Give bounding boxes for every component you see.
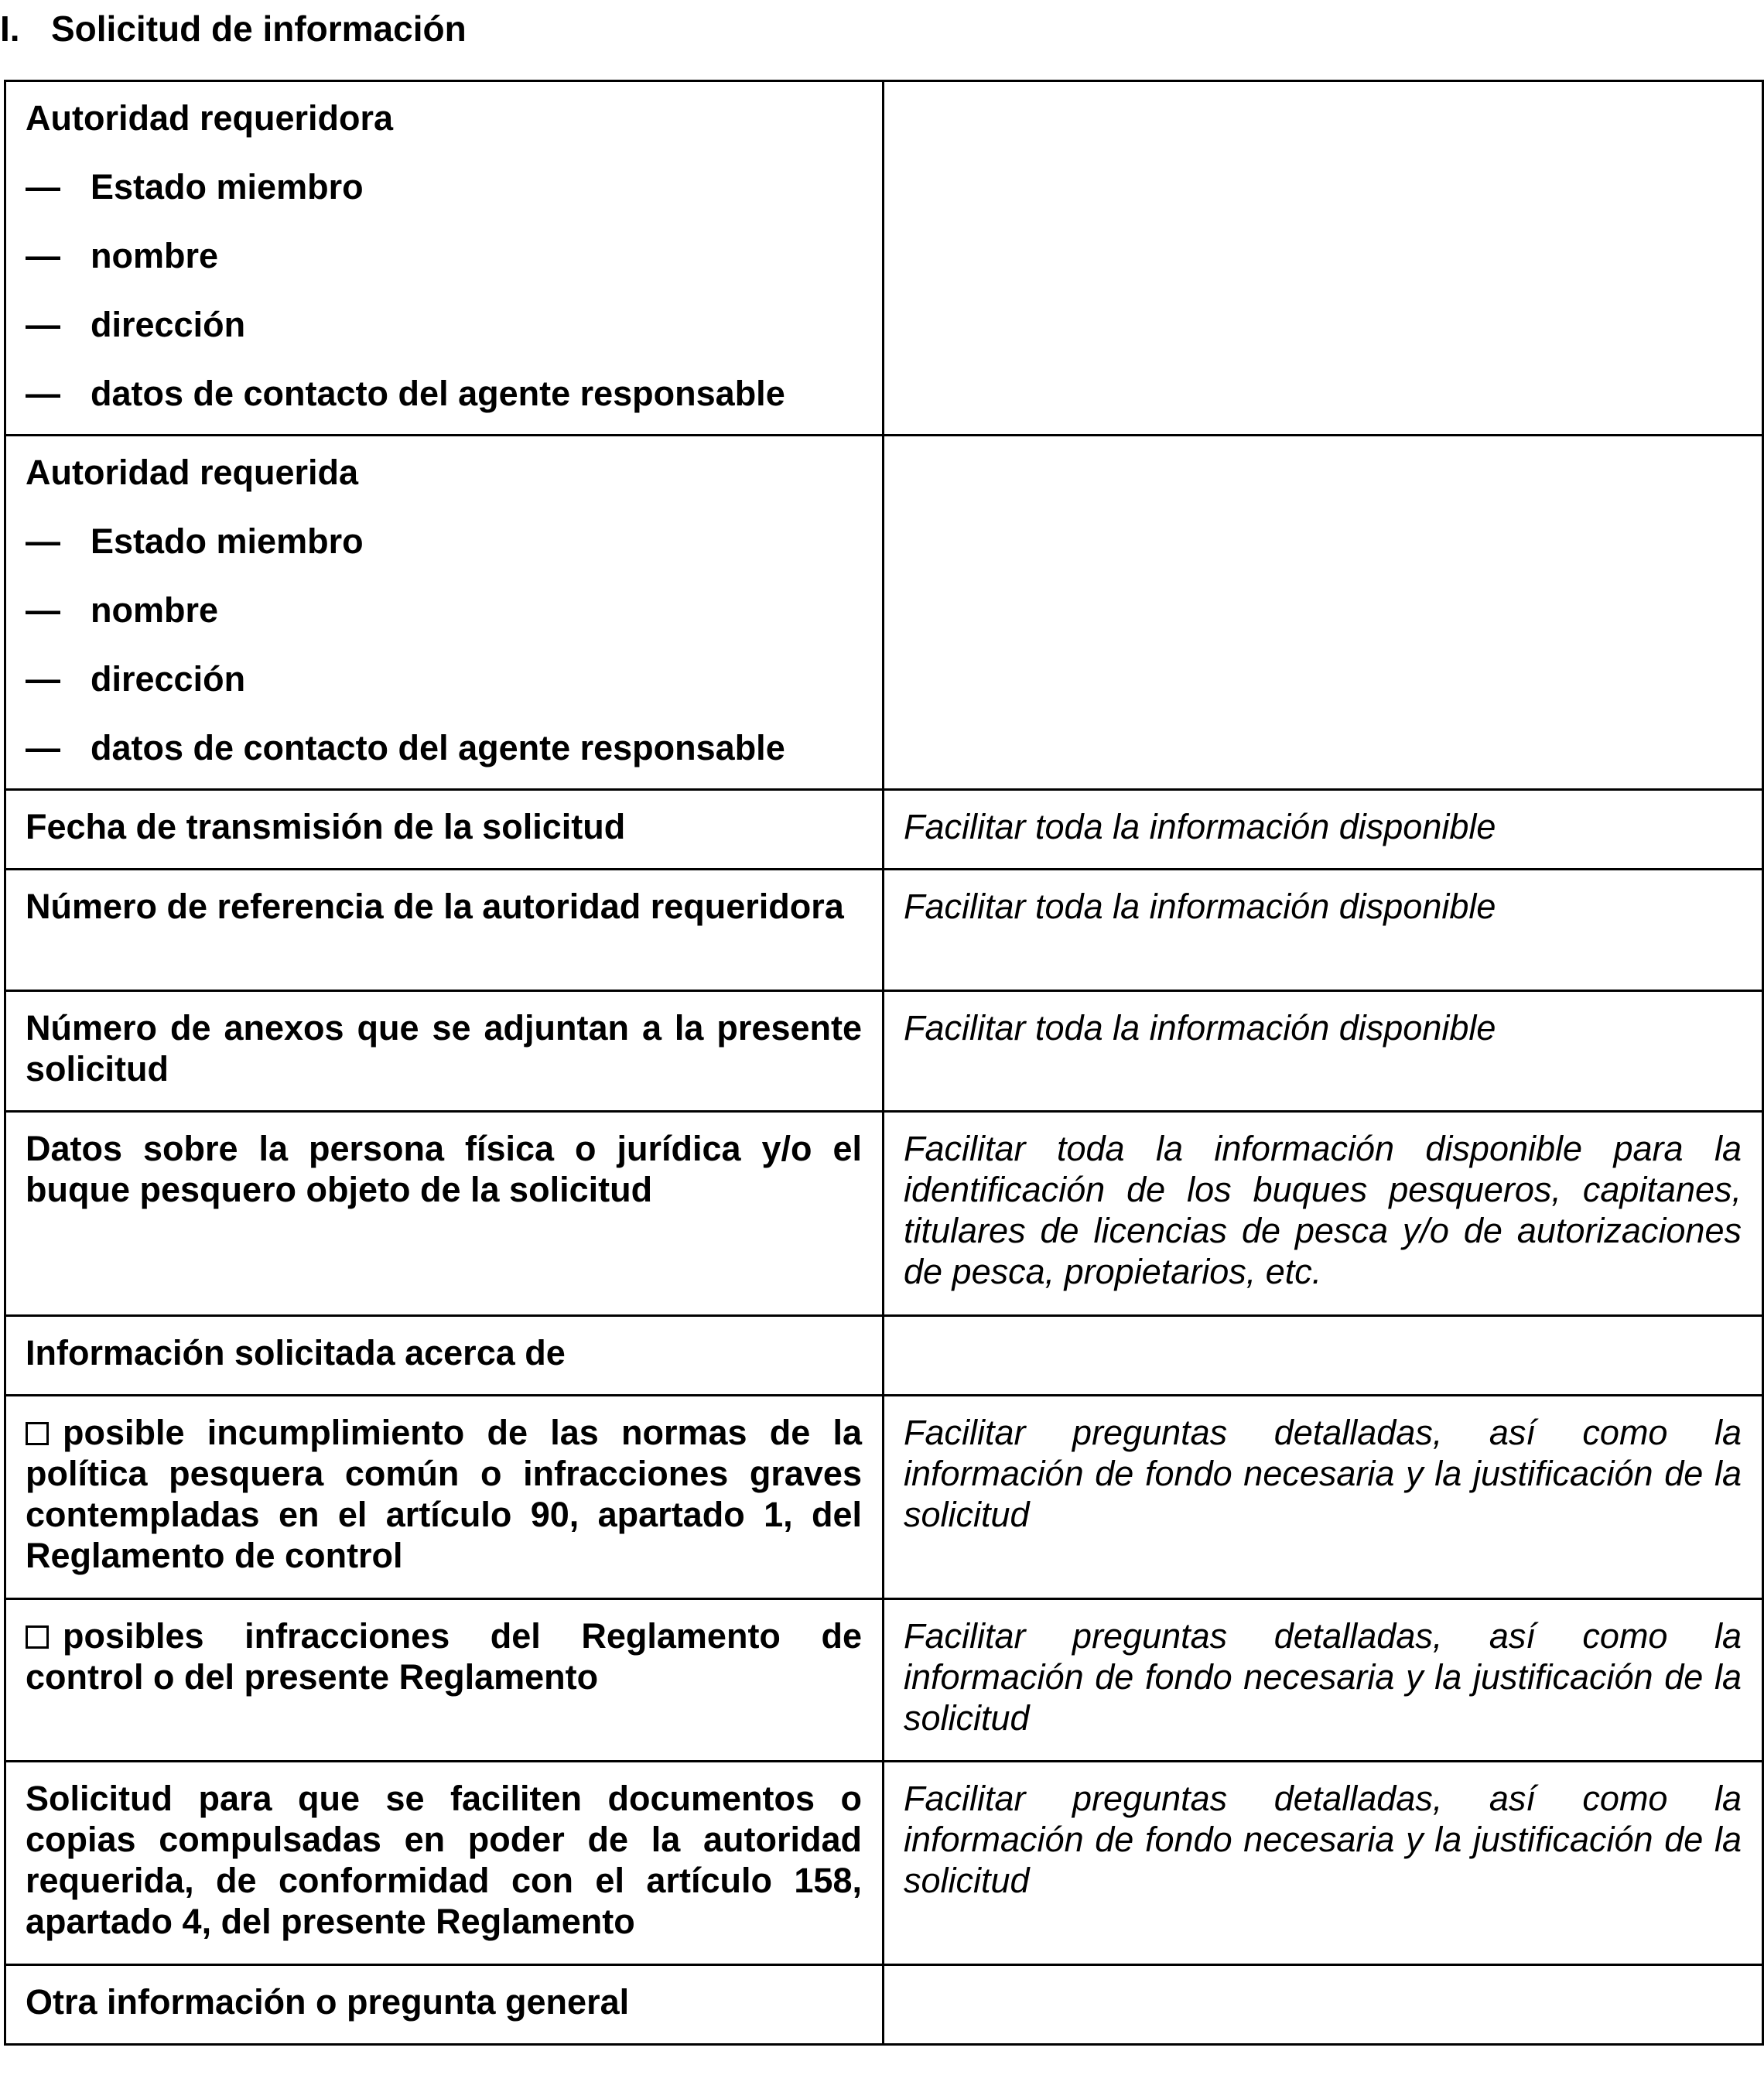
form-sub-item-text: Estado miembro <box>91 521 364 561</box>
form-sub-item-text: datos de contacto del agente responsable <box>91 374 785 413</box>
form-row-label-cell <box>5 81 884 436</box>
form-sub-item-text: nombre <box>91 236 219 275</box>
form-row-information-requested <box>5 1316 1763 1396</box>
form-row-reference-number <box>5 870 1763 991</box>
form-row-label: Número de referencia de la autoridad requeridora <box>5 870 884 991</box>
form-sub-item <box>26 235 862 276</box>
form-sub-item-text: dirección <box>91 305 246 344</box>
form-row-value: Facilitar toda la información disponible para la identificación de los buques pesqueros, capitanes, titulares de licencias de pesca y/o de autorizaciones de pesca, propietarios, etc. <box>884 1112 1763 1316</box>
request-form-table <box>4 80 1764 2046</box>
form-row-value: Facilitar preguntas detalladas, así como la información de fondo necesaria y la justificación de la solicitud <box>884 1762 1763 1965</box>
form-sub-item-text: dirección <box>91 659 246 699</box>
form-sub-item <box>26 727 862 768</box>
form-row-value-cell <box>884 81 1763 436</box>
form-row-value: Facilitar preguntas detalladas, así como la información de fondo necesaria y la justificación de la solicitud <box>884 1599 1763 1762</box>
section-title: Solicitud de información <box>51 9 467 49</box>
form-sub-item <box>26 590 862 631</box>
form-row-requesting-authority <box>5 81 1763 436</box>
form-row-label-cell <box>5 1396 884 1599</box>
dash-glyph: — <box>26 590 60 630</box>
form-row-requested-authority <box>5 436 1763 790</box>
form-row-value <box>884 1965 1763 2045</box>
form-row-label: Información solicitada acerca de <box>5 1316 884 1396</box>
form-row-value: Facilitar toda la información disponible <box>884 790 1763 870</box>
form-row-transmission-date <box>5 790 1763 870</box>
dash-glyph: — <box>26 521 60 561</box>
form-row-label: Solicitud para que se faciliten documentos o copias compulsadas en poder de la autoridad requerida, de conformidad con el artículo 158, apartado 4, del presente Reglamento <box>5 1762 884 1965</box>
form-row-label: Datos sobre la persona física o jurídica y/o el buque pesquero objeto de la solicitud <box>5 1112 884 1316</box>
form-sub-item-text: nombre <box>91 590 219 630</box>
form-row-label: Número de anexos que se adjuntan a la presente solicitud <box>5 991 884 1112</box>
form-row-label-cell <box>5 436 884 790</box>
form-sub-item-text: Estado miembro <box>91 167 364 207</box>
section-heading <box>0 5 467 53</box>
dash-glyph: — <box>26 728 60 767</box>
form-row-value: Facilitar toda la información disponible <box>884 870 1763 991</box>
section-number: I. <box>0 9 20 49</box>
dash-glyph: — <box>26 167 60 207</box>
form-row-label: Fecha de transmisión de la solicitud <box>5 790 884 870</box>
dash-glyph: — <box>26 305 60 344</box>
form-row-label: posibles infracciones del Reglamento de control o del presente Reglamento <box>26 1616 862 1697</box>
dash-glyph: — <box>26 236 60 275</box>
form-row-annex-count <box>5 991 1763 1112</box>
checkbox[interactable] <box>26 1625 49 1649</box>
form-sub-item <box>26 166 862 207</box>
form-row-label: posible incumplimiento de las normas de la política pesquera común o infracciones graves contempladas en el artículo 90, apartado 1, del Reglamento de control <box>26 1413 862 1575</box>
form-row-label-cell <box>5 1599 884 1762</box>
form-sub-item-text: datos de contacto del agente responsable <box>91 728 785 767</box>
form-sub-item <box>26 521 862 562</box>
form-row-label: Autoridad requeridora <box>26 98 394 138</box>
form-row-other-information <box>5 1965 1763 2045</box>
form-row-value: Facilitar preguntas detalladas, así como la información de fondo necesaria y la justificación de la solicitud <box>884 1396 1763 1599</box>
form-row-infringement-option <box>5 1599 1763 1762</box>
checkbox[interactable] <box>26 1422 49 1445</box>
form-sub-item <box>26 304 862 345</box>
form-row-noncompliance-option <box>5 1396 1763 1599</box>
form-sub-item <box>26 658 862 699</box>
form-row-label: Autoridad requerida <box>26 453 359 492</box>
form-row-value-cell <box>884 436 1763 790</box>
form-row-value <box>884 1316 1763 1396</box>
form-row-label: Otra información o pregunta general <box>5 1965 884 2045</box>
form-row-document-request <box>5 1762 1763 1965</box>
form-sub-item <box>26 373 862 414</box>
form-row-subject-data <box>5 1112 1763 1316</box>
form-row-value: Facilitar toda la información disponible <box>884 991 1763 1112</box>
dash-glyph: — <box>26 374 60 413</box>
dash-glyph: — <box>26 659 60 699</box>
